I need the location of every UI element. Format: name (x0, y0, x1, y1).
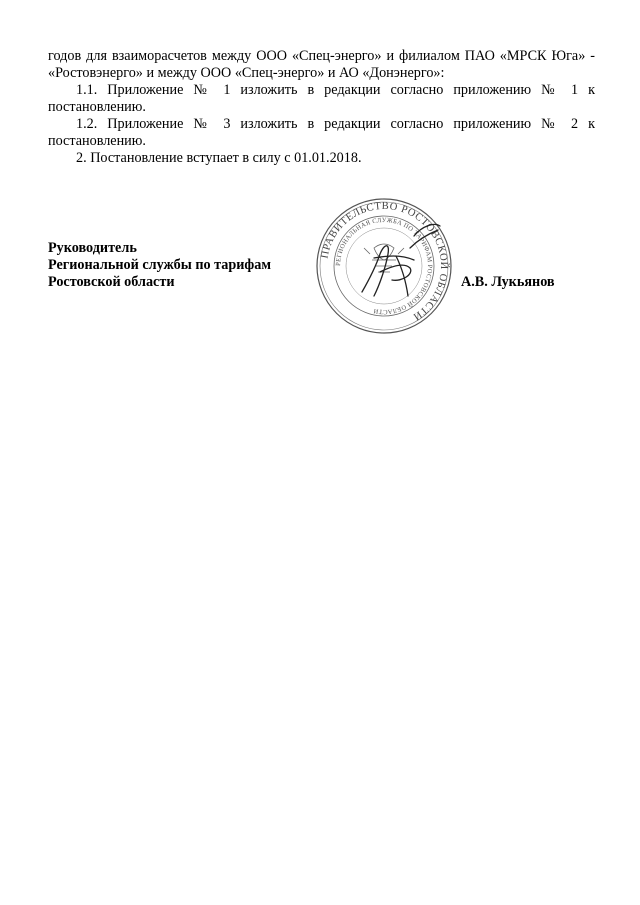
signatory-title-line-2: Региональной службы по тарифам (48, 257, 272, 273)
official-seal-with-signature (314, 196, 454, 336)
svg-text:ПРАВИТЕЛЬСТВО РОСТОВСКОЙ ОБЛАС: ПРАВИТЕЛЬСТВО РОСТОВСКОЙ ОБЛАСТИ (319, 200, 450, 323)
paragraph-intro: годов для взаиморасчетов между ООО «Спец-энерго» и филиалом ПАО «МРСК Юга» - «Ростовэнерго» и между ООО «Спец-энерго» и АО «Донэнерго»: (48, 48, 595, 81)
signatory-title-block (48, 240, 271, 291)
paragraph-item-1-1: 1.1. Приложение № 1 изложить в редакции согласно приложению № 1 к постановлению. (48, 82, 595, 115)
signatory-title-line-1: Руководитель (48, 240, 137, 256)
paragraph-item-2: 2. Постановление вступает в силу с 01.01.2018. (76, 150, 362, 166)
paragraph-item-1-2: 1.2. Приложение № 3 изложить в редакции согласно приложению № 2 к постановлению. (48, 116, 595, 149)
signatory-title-line-3: Ростовской области (48, 274, 175, 290)
signatory-name: А.В. Лукьянов (461, 274, 555, 290)
svg-text:РЕГИОНАЛЬНАЯ СЛУЖБА ПО ТАРИФАМ: РЕГИОНАЛЬНАЯ СЛУЖБА ПО ТАРИФАМ РОСТОВСКОЙ ОБЛАСТИ (334, 216, 434, 316)
